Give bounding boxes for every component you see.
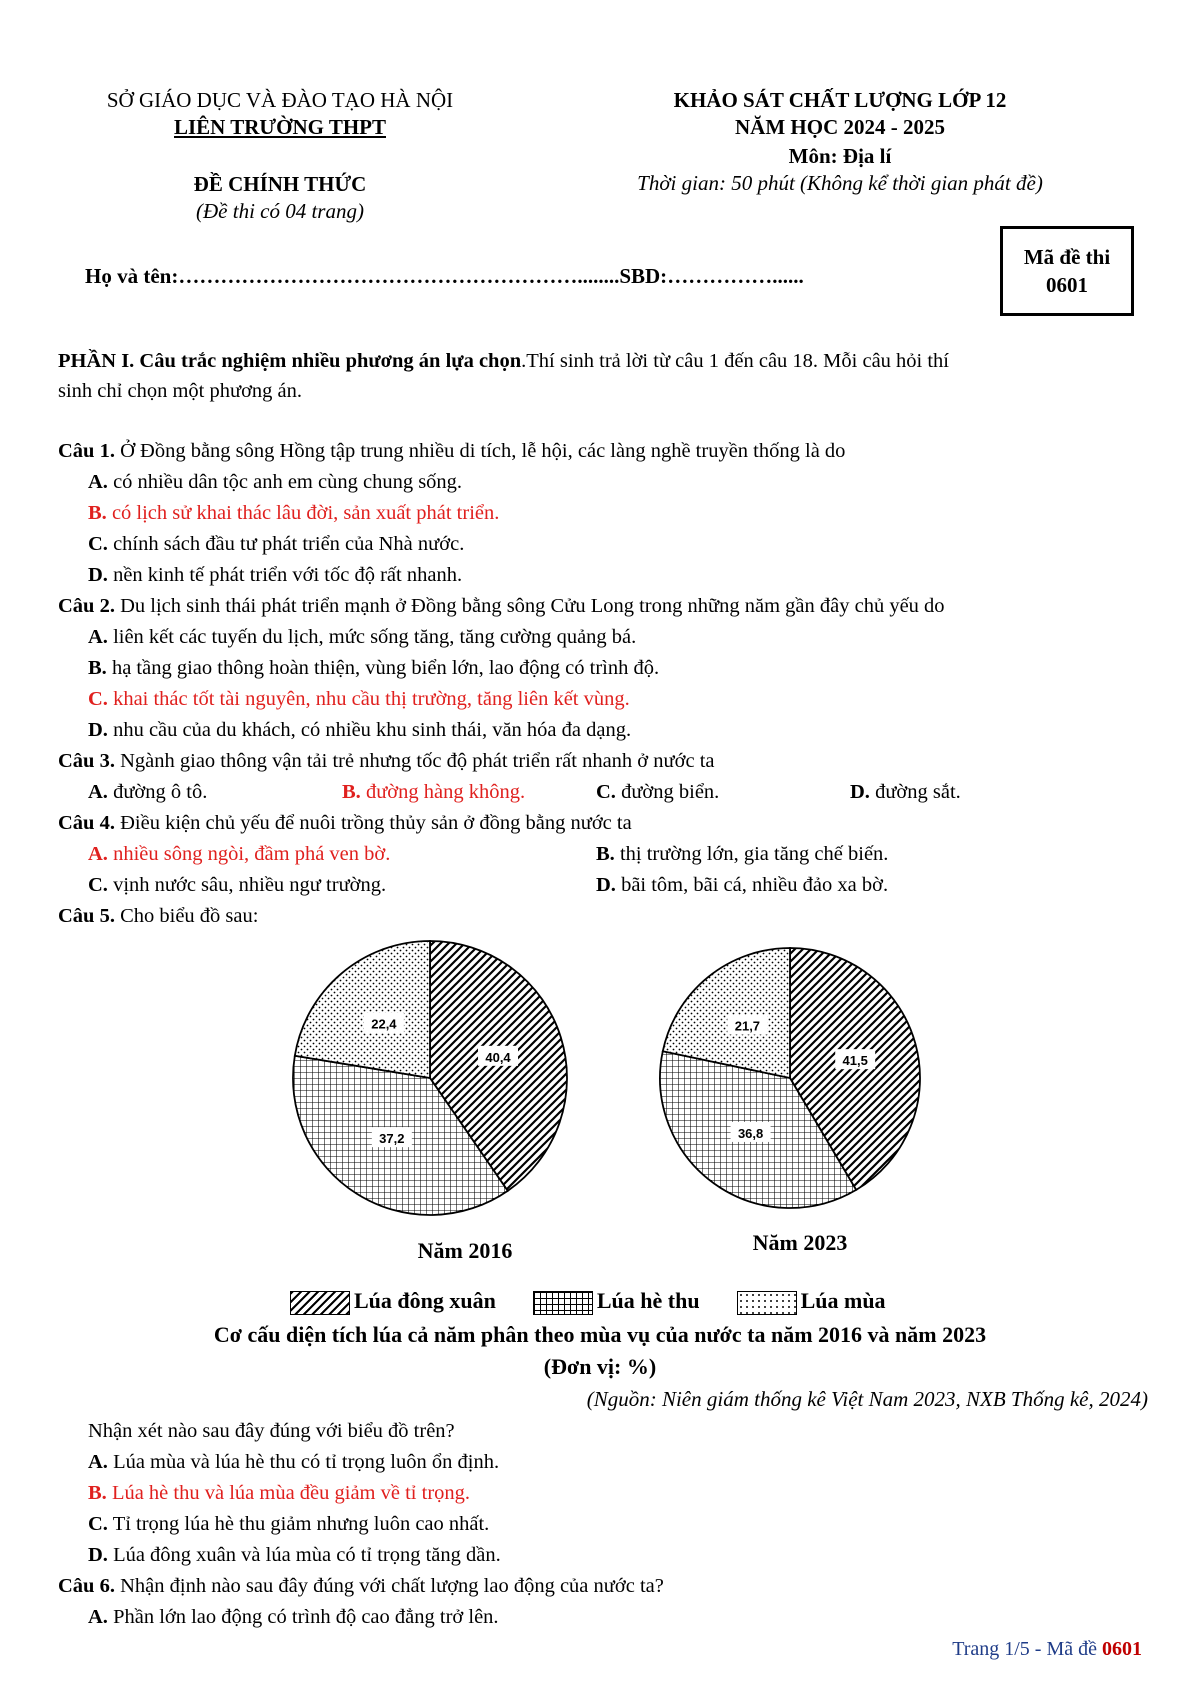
pie-2023 — [660, 948, 920, 1208]
slice-lua-mua — [295, 941, 430, 1078]
question-text: Nhận định nào sau đây đúng với chất lượng lao động của nước ta? — [114, 1575, 664, 1597]
footer-text: Trang 1/5 - Mã đề — [952, 1638, 1102, 1660]
pie-charts — [0, 928, 1200, 1268]
chart-source: (Nguồn: Niên giám thống kê Việt Nam 2023, NXB Thống kê, 2024) — [586, 1387, 1148, 1411]
legend-swatch-grid — [533, 1291, 593, 1315]
subject: Môn: Địa lí — [788, 144, 892, 168]
q1-option-d: D. nền kinh tế phát triển với tốc độ rất nhanh. — [88, 564, 463, 586]
exam-title: KHẢO SÁT CHẤT LƯỢNG LỚP 12 — [673, 88, 1007, 112]
legend-item: Lúa hè thu — [533, 1288, 700, 1313]
sbd-dots: ……………...... — [667, 264, 804, 288]
dept-name: SỞ GIÁO DỤC VÀ ĐÀO TẠO HÀ NỘI — [106, 88, 454, 112]
question-label: Câu 2. — [58, 595, 115, 617]
slice-label: 37,2 — [379, 1131, 405, 1147]
q4-option-d: D. bãi tôm, bãi cá, nhiều đảo xa bờ. — [596, 874, 889, 896]
q2-option-b: B. hạ tầng giao thông hoàn thiện, vùng biển lớn, lao động có trình độ. — [88, 657, 660, 679]
school-year: NĂM HỌC 2024 - 2025 — [735, 115, 945, 139]
q3-option-d: D. đường sắt. — [850, 781, 961, 803]
question-3 — [58, 750, 715, 773]
question-label: Câu 1. — [58, 440, 115, 462]
part1-line1 — [58, 346, 949, 376]
q3-option-c: C. đường biển. — [596, 781, 720, 803]
name-label: Họ và tên: — [85, 264, 179, 288]
exam-code-box — [1000, 226, 1134, 316]
question-1 — [58, 440, 845, 463]
q1-option-a: A. có nhiều dân tộc anh em cùng chung sống. — [88, 471, 463, 493]
part1-title: PHẦN I. Câu trắc nghiệm nhiều phương án lựa chọn — [58, 350, 522, 372]
time-note: Thời gian: 50 phút (Không kể thời gian phát đề) — [637, 171, 1043, 195]
q1-option-b: B. có lịch sử khai thác lâu đời, sản xuất phát triển. — [88, 502, 500, 524]
legend-item: Lúa đông xuân — [290, 1288, 496, 1313]
exam-code-value: 0601 — [1046, 273, 1088, 297]
official-label: ĐỀ CHÍNH THỨC — [193, 172, 367, 196]
q2-option-d: D. nhu cầu của du khách, có nhiều khu sinh thái, văn hóa đa dạng. — [88, 719, 632, 741]
slice-label: 21,7 — [734, 1018, 761, 1034]
school-name: LIÊN TRƯỜNG THPT — [174, 115, 386, 139]
slice-label: 36,8 — [737, 1125, 764, 1141]
question-6 — [58, 1575, 664, 1598]
q5-option-d: D. Lúa đông xuân và lúa mùa có tỉ trọng tăng dần. — [88, 1544, 501, 1566]
sbd-label: SBD: — [619, 264, 668, 288]
question-label: Câu 3. — [58, 750, 115, 772]
slice-label: 40,4 — [485, 1049, 511, 1065]
question-2 — [58, 595, 945, 618]
part1-instr-1: .Thí sinh trả lời từ câu 1 đến câu 18. Mỗi câu hỏi thí — [521, 350, 950, 372]
pages-note: (Đề thi có 04 trang) — [196, 199, 364, 223]
pie-2016 — [293, 941, 567, 1215]
question-text: Ở Đồng bằng sông Hồng tập trung nhiều di tích, lễ hội, các làng nghề truyền thống là do — [114, 440, 846, 462]
name-dots: …………………………………………………........ — [178, 264, 620, 288]
question-label: Câu 5. — [58, 905, 115, 927]
pie-title: Năm 2023 — [752, 1230, 848, 1255]
footer-code: 0601 — [1102, 1638, 1142, 1660]
question-4 — [58, 812, 632, 835]
question-text: Cho biểu đồ sau: — [114, 905, 259, 927]
q3-option-a: A. đường ô tô. — [88, 781, 208, 803]
chart-unit: (Đơn vị: %) — [543, 1354, 657, 1379]
question-text: Điều kiện chủ yếu để nuôi trồng thủy sản ở đồng bằng nước ta — [114, 812, 632, 834]
q5-prompt: Nhận xét nào sau đây đúng với biểu đồ trên? — [88, 1420, 455, 1442]
legend-swatch-hatch — [290, 1291, 350, 1315]
q1-option-c: C. chính sách đầu tư phát triển của Nhà nước. — [88, 533, 465, 555]
question-text: Du lịch sinh thái phát triển mạnh ở Đồng bằng sông Cửu Long trong những năm gần đây chủ yếu do — [114, 595, 945, 617]
question-label: Câu 6. — [58, 1575, 115, 1597]
question-label: Câu 4. — [58, 812, 115, 834]
slice-label: 22,4 — [371, 1016, 397, 1032]
page-footer — [952, 1638, 1142, 1661]
chart-legend — [290, 1288, 886, 1315]
q4-option-c: C. vịnh nước sâu, nhiều ngư trường. — [88, 874, 387, 896]
q4-option-a: A. nhiều sông ngòi, đầm phá ven bờ. — [88, 843, 391, 865]
chart-caption: Cơ cấu diện tích lúa cả năm phân theo mùa vụ của nước ta năm 2016 và năm 2023 — [213, 1322, 987, 1347]
legend-item: Lúa mùa — [737, 1288, 886, 1313]
q5-option-c: C. Tỉ trọng lúa hè thu giảm nhưng luôn cao nhất. — [88, 1513, 490, 1535]
exam-code-label: Mã đề thi — [1023, 245, 1111, 269]
q5-option-b: B. Lúa hè thu và lúa mùa đều giảm về tỉ trọng. — [88, 1482, 471, 1504]
q3-option-b: B. đường hàng không. — [342, 781, 526, 803]
pie-title: Năm 2016 — [417, 1238, 513, 1263]
slice-label: 41,5 — [842, 1053, 868, 1069]
student-info-line — [85, 264, 804, 289]
question-5 — [58, 905, 258, 928]
q4-option-b: B. thị trường lớn, gia tăng chế biến. — [596, 843, 889, 865]
q2-option-c: C. khai thác tốt tài nguyên, nhu cầu thị trường, tăng liên kết vùng. — [88, 688, 630, 710]
question-text: Ngành giao thông vận tải trẻ nhưng tốc độ phát triển rất nhanh ở nước ta — [114, 750, 715, 772]
part1-instr-2: sinh chỉ chọn một phương án. — [58, 380, 303, 402]
q5-option-a: A. Lúa mùa và lúa hè thu có tỉ trọng luôn ổn định. — [88, 1451, 500, 1473]
q2-option-a: A. liên kết các tuyến du lịch, mức sống tăng, tăng cường quảng bá. — [88, 626, 637, 648]
legend-swatch-dots — [737, 1291, 797, 1315]
q6-option-a: A. Phần lớn lao động có trình độ cao đẳng trở lên. — [88, 1606, 499, 1628]
